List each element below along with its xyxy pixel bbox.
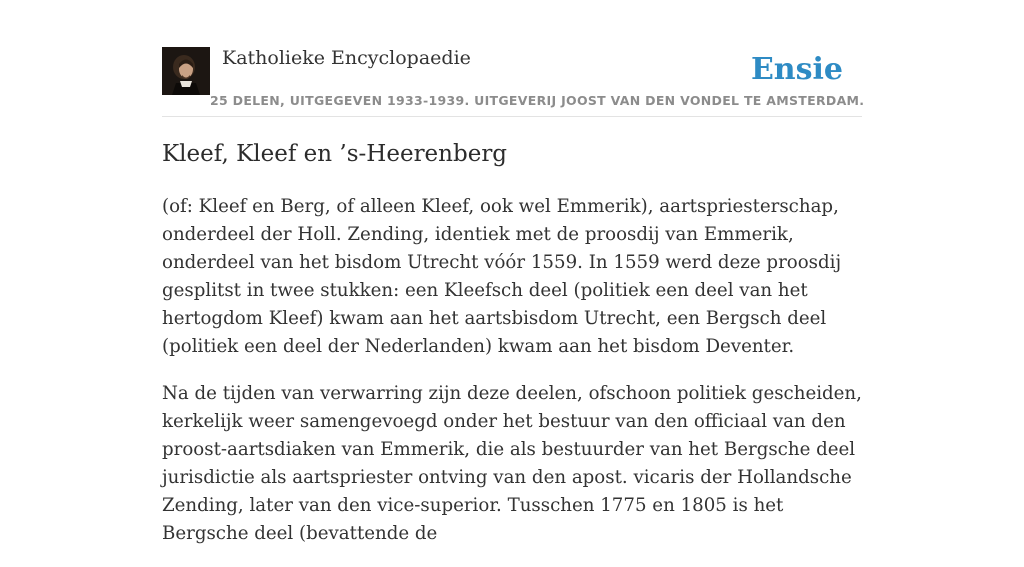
- article-title: Kleef, Kleef en ’s-Heerenberg: [162, 141, 508, 167]
- article-paragraph: (of: Kleef en Berg, of alleen Kleef, ook wel Emmerik), aartspriesterschap, onderdeel der Holl. Zending, identiek met de proosdij van Emmerik, onderdeel van het bisdom Utrecht vóór 1559. In 1559 werd deze proosdij gesplitst in twee stukken: een Kleefsch deel (politiek een deel van het hertogdom Kleef) kwam aan het aartsbisdom Utrecht, een Bergsch deel (politiek een deel der Nederlanden) kwam aan het bisdom Deventer.: [162, 196, 842, 357]
- article-paragraph: Na de tijden van verwarring zijn deze deelen, ofschoon politiek gescheiden, kerkelijk weer samengevoegd onder het bestuur van den officiaal van den proost-aartsdiaken van Emmerik, die als bestuurder van het Bergsche deel jurisdictie als aartspriester ontving van den apost. vicaris der Hollandsche Zending, later van den vice-superior. Tusschen 1775 en 1805 is het Bergsche deel (bevattende de: [162, 383, 862, 544]
- brand-logo-link[interactable]: Ensie: [750, 52, 843, 87]
- article-body: [162, 193, 866, 567]
- source-subtitle: 25 DELEN, UITGEGEVEN 1933-1939. UITGEVERIJ JOOST VAN DEN VONDEL TE AMSTERDAM.: [210, 93, 865, 108]
- portrait-avatar-icon[interactable]: [162, 47, 210, 95]
- source-header: [162, 46, 865, 117]
- source-title[interactable]: Katholieke Encyclopaedie: [222, 47, 471, 69]
